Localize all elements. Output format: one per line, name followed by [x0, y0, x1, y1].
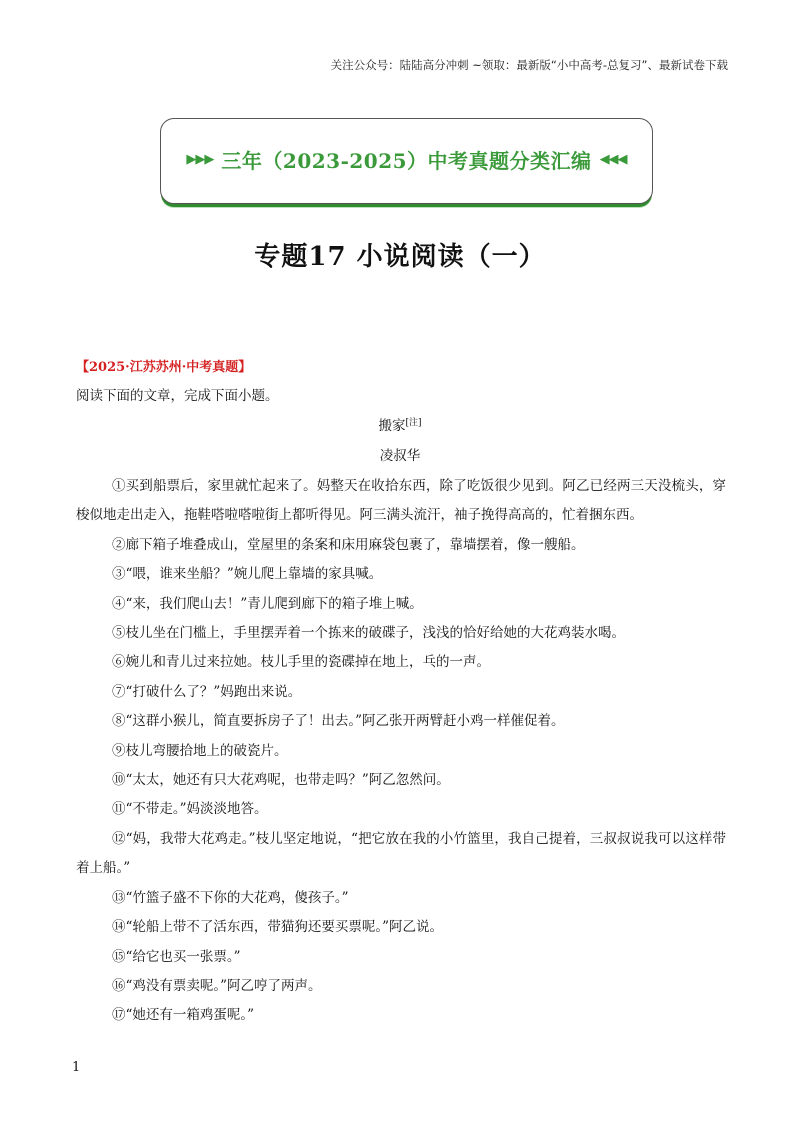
series-banner — [160, 118, 653, 204]
story-paragraph: ⑭“轮船上带不了活东西，带猫狗还要买票呢。”阿乙说。 — [112, 919, 444, 936]
story-paragraph: ⑨枝儿弯腰拾地上的破瓷片。 — [112, 742, 288, 759]
story-paragraph: ⑤枝儿坐在门槛上，手里摆弄着一个拣来的破碟子，浅浅的恰好给她的大花鸡装水喝。 — [112, 625, 625, 642]
story-author: 凌叔华 — [379, 448, 421, 464]
story-paragraph: ②廊下箱子堆叠成山，堂屋里的条案和床用麻袋包裹了，靠墙摆着，像一艘船。 — [112, 536, 585, 553]
story-paragraph: ⑩“太太，她还有只大花鸡呢，也带走吗？”阿乙忽然问。 — [112, 772, 450, 789]
story-paragraph: ⑯“鸡没有票卖呢。”阿乙哼了两声。 — [112, 977, 322, 994]
story-title — [0, 414, 800, 434]
left-triple-arrow-icon: ◀◀◀ — [599, 152, 627, 167]
story-title-note: [注] — [405, 418, 422, 428]
page-title: 专题17 小说阅读（一） — [254, 242, 546, 272]
story-paragraph: ⑬“竹篮子盛不下你的大花鸡，傻孩子。” — [112, 889, 349, 906]
source-tag: 【2025·江苏苏州·中考真题】 — [76, 360, 252, 375]
story-paragraph: ⑰“她还有一箱鸡蛋呢。” — [112, 1007, 255, 1024]
story-paragraph: ⑥婉儿和青儿过来拉她。枝儿手里的瓷碟掉在地上，乓的一声。 — [112, 654, 490, 671]
story-paragraph: ⑫“妈，我带大花鸡走。”枝儿坚定地说，“把它放在我的小竹篮里，我自己提着，三叔叔说我可以这样带着上船。” — [76, 830, 726, 877]
story-paragraph: ①买到船票后，家里就忙起来了。妈整天在收拾东西，除了吃饭很少见到。阿乙已经两三天没梳头，穿梭似地走出走入，拖鞋嗒啦嗒啦街上都听得见。阿三满头流汗，袖子挽得高高的，忙着捆东西。 — [76, 478, 726, 524]
page-number: 1 — [72, 1060, 81, 1075]
header-promo-note: 关注公众号：陆陆高分冲刺 ~领取：最新版“小中高考-总复习”、最新试卷下载 — [330, 58, 728, 72]
story-body — [76, 472, 726, 1031]
banner-title: 三年（2023-2025）中考真题分类汇编 — [221, 149, 592, 173]
story-paragraph: ⑦“打破什么了？”妈跑出来说。 — [112, 683, 302, 700]
story-paragraph: ③“喂，谁来坐船？”婉儿爬上靠墙的家具喊。 — [112, 566, 383, 583]
story-paragraph: ⑮“给它也买一张票。” — [112, 948, 241, 965]
right-triple-arrow-icon: ▶▶▶ — [186, 152, 214, 167]
story-title-text: 搬家 — [378, 418, 406, 434]
story-paragraph: ⑧“这群小猴儿，简直要拆房子了！出去。”阿乙张开两臂赶小鸡一样催促着。 — [112, 713, 565, 730]
story-paragraph: ④“来，我们爬山去！”青儿爬到廊下的箱子堆上喊。 — [112, 595, 423, 612]
story-paragraph: ⑪“不带走。”妈淡淡地答。 — [112, 801, 268, 818]
reading-instruction: 阅读下面的文章，完成下面小题。 — [76, 388, 279, 404]
